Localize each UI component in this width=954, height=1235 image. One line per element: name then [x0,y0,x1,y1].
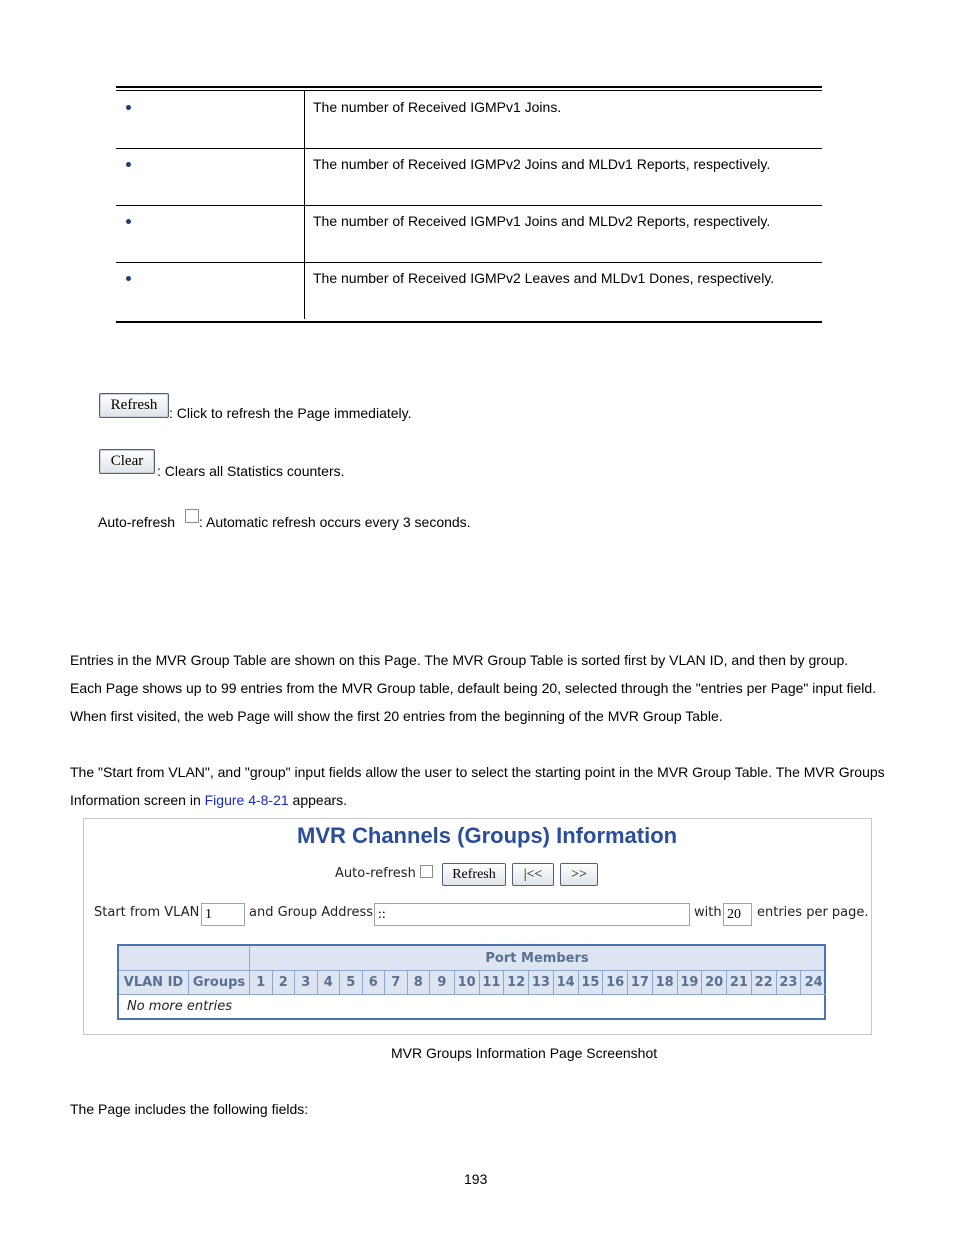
mvr-groups-table [117,944,826,1020]
table-row [116,148,822,206]
port-header-17: 17 [628,971,653,995]
paragraph-line: The "Start from VLAN", and "group" input fields allow the user to select the starting point in the MVR Group Table. The MVR Groups [70,764,885,780]
port-header-1: 1 [250,971,273,995]
port-header-23: 23 [777,971,802,995]
start-vlan-label: Start from VLAN [94,905,200,920]
row-description: The number of Received IGMPv1 Joins. [313,99,562,115]
port-header-13: 13 [529,971,554,995]
port-header-14: 14 [554,971,579,995]
auto-refresh-label: Auto-refresh [98,514,176,530]
table-top-rule [116,86,822,88]
screenshot-title: MVR Channels (Groups) Information [297,823,678,848]
start-vlan-input[interactable]: 1 [201,903,245,926]
port-header-5: 5 [340,971,363,995]
entries-per-page-input[interactable]: 20 [723,903,752,926]
refresh-button[interactable]: Refresh [99,393,169,418]
group-address-label: and Group Address [249,905,374,920]
group-address-input[interactable]: :: [374,903,690,926]
port-header-2: 2 [273,971,296,995]
port-header-24: 24 [801,971,826,995]
bullet-icon [126,276,131,281]
row-description: The number of Received IGMPv1 Joins and MLDv2 Reports, respectively. [313,213,771,229]
port-header-16: 16 [603,971,628,995]
mvr-screenshot [83,818,872,1035]
port-header-20: 20 [702,971,727,995]
port-header-15: 15 [579,971,604,995]
figure-caption: MVR Groups Information Page Screenshot [391,1045,658,1061]
with-label: with [694,905,722,920]
port-header-9: 9 [430,971,455,995]
page-number: 193 [464,1171,488,1187]
port-header-7: 7 [385,971,408,995]
groups-header: Groups [189,971,250,995]
port-header-12: 12 [504,971,529,995]
port-header-11: 11 [480,971,505,995]
empty-entries-text: No more entries [127,999,232,1014]
port-header-8: 8 [408,971,431,995]
port-header-3: 3 [295,971,318,995]
port-header-6: 6 [363,971,386,995]
port-header-22: 22 [752,971,777,995]
port-header-18: 18 [653,971,678,995]
row-description: The number of Received IGMPv2 Leaves and MLDv1 Dones, respectively. [313,270,775,286]
screenshot-next-page-button[interactable]: >> [560,863,598,886]
paragraph-line: Entries in the MVR Group Table are shown on this Page. The MVR Group Table is sorted first by VLAN ID, and then by group. [70,652,849,668]
screenshot-auto-refresh-label: Auto-refresh [335,866,416,881]
screenshot-first-page-button[interactable]: |<< [512,863,554,886]
entries-per-page-label: entries per page. [757,905,869,920]
clear-description: : Clears all Statistics counters. [157,463,345,479]
port-header-19: 19 [678,971,703,995]
port-members-header: Port Members [250,946,824,971]
bullet-icon [126,162,131,167]
screenshot-auto-refresh-checkbox[interactable] [420,865,433,878]
paragraph-line: Each Page shows up to 99 entries from the MVR Group table, default being 20, selected through the "entries per Page" input field. [70,680,877,696]
screenshot-refresh-button[interactable]: Refresh [442,863,506,886]
row-description: The number of Received IGMPv2 Joins and MLDv1 Reports, respectively. [313,156,771,172]
vlan-id-header: VLAN ID [119,971,189,995]
paragraph-line: Information screen in Figure 4-8-21 appears. [70,792,348,808]
table-bottom-rule [116,321,822,323]
port-header-21: 21 [727,971,752,995]
refresh-description: : Click to refresh the Page immediately. [169,405,412,421]
bullet-icon [126,105,131,110]
figure-link[interactable]: Figure 4-8-21 [204,792,289,808]
port-header-4: 4 [318,971,341,995]
table-row [116,262,822,319]
clear-button[interactable]: Clear [99,449,155,474]
auto-refresh-description: : Automatic refresh occurs every 3 seconds. [199,514,471,530]
fields-intro: The Page includes the following fields: [70,1101,309,1117]
table-row [116,205,822,263]
port-header-10: 10 [455,971,480,995]
bullet-icon [126,219,131,224]
auto-refresh-checkbox[interactable] [185,509,199,523]
paragraph-line: When first visited, the web Page will show the first 20 entries from the beginning of the MVR Group Table. [70,708,723,724]
table-row [116,91,822,149]
